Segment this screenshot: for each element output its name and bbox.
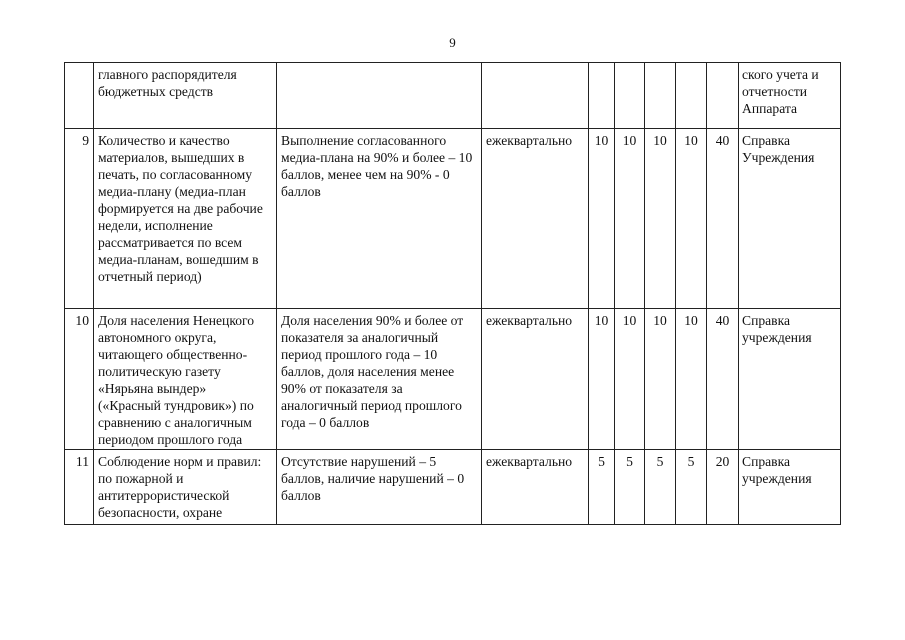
period-cell: ежеквартально [482,129,589,309]
score-q3 [645,63,676,129]
row-number: 11 [65,450,94,525]
source-cell: ского учета и отчетности Аппарата [739,63,841,129]
score-q3: 5 [645,450,676,525]
score-q4 [676,63,707,129]
score-q1: 5 [589,450,615,525]
criteria-cell: Доля населения 90% и более от показателя за аналогичный период прошлого года – 10 баллов, доля населения менее 90% от показателя за аналогичный период прошлого года – 0 баллов [277,309,482,450]
period-cell [482,63,589,129]
criteria-cell: Выполнение согласованного медиа-плана на 90% и более – 10 баллов, менее чем на 90% - 0 баллов [277,129,482,309]
table-row [65,129,841,309]
criteria-cell [277,63,482,129]
score-q3: 10 [645,309,676,450]
score-q3: 10 [645,129,676,309]
table-row [65,450,841,525]
row-number: 9 [65,129,94,309]
indicator-cell: Количество и качество материалов, вышедших в печать, по согласованному медиа-плану (медиа-план формируется на две рабочие недели, исполнение рассматривается по всем медиа-планам, вошедшим в отчетный период) [94,129,277,309]
score-total [707,63,739,129]
indicator-cell: Соблюдение норм и правил: по пожарной и антитеррористической безопасности, охране [94,450,277,525]
row-number [65,63,94,129]
score-q1: 10 [589,129,615,309]
table-row [65,309,841,450]
period-cell: ежеквартально [482,309,589,450]
score-q1: 10 [589,309,615,450]
source-cell: Справка учреждения [739,309,841,450]
table-row [65,63,841,129]
score-q4: 5 [676,450,707,525]
indicator-cell: Доля населения Ненецкого автономного округа, читающего общественно-политическую газету «Нярьяна вындер» («Красный тундровик») по сравнению с аналогичным периодом прошлого года [94,309,277,450]
score-q2: 5 [615,450,645,525]
score-q4: 10 [676,129,707,309]
source-cell: Справка Учреждения [739,129,841,309]
score-q2: 10 [615,129,645,309]
source-cell: Справка учреждения [739,450,841,525]
score-q2 [615,63,645,129]
page-number: 9 [449,35,456,50]
score-q1 [589,63,615,129]
criteria-table [64,62,841,525]
criteria-cell: Отсутствие нарушений – 5 баллов, наличие нарушений – 0 баллов [277,450,482,525]
score-q2: 10 [615,309,645,450]
score-total: 20 [707,450,739,525]
period-cell: ежеквартально [482,450,589,525]
row-number: 10 [65,309,94,450]
score-q4: 10 [676,309,707,450]
score-total: 40 [707,309,739,450]
indicator-cell: главного распорядителя бюджетных средств [94,63,277,129]
score-total: 40 [707,129,739,309]
